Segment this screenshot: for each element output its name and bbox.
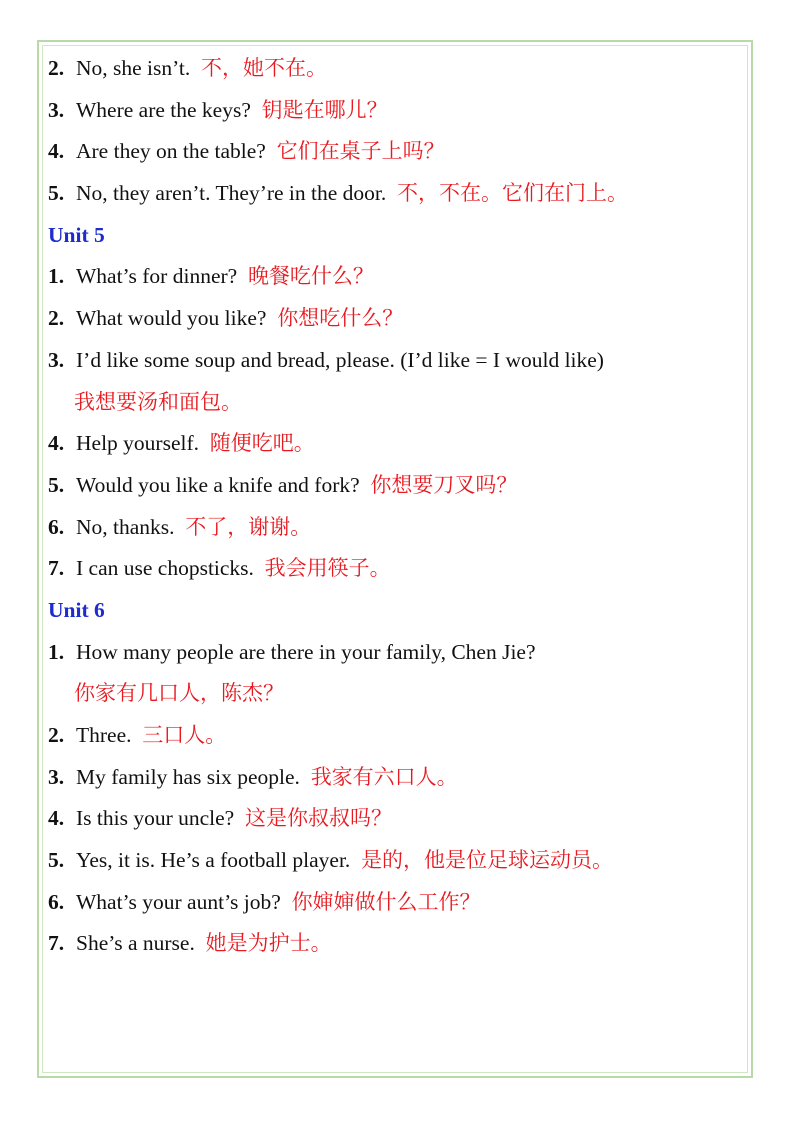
english-sentence: What would you like? (76, 306, 267, 331)
english-sentence: My family has six people. (76, 764, 300, 789)
list-item (48, 923, 738, 965)
english-sentence: She’s a nurse. (76, 931, 195, 956)
chinese-translation: 随便吃吧。 (209, 431, 315, 456)
english-sentence: Are they on the table? (76, 139, 266, 164)
list-item (48, 548, 738, 590)
english-sentence: No, thanks. (76, 514, 175, 539)
list-item (48, 757, 738, 799)
chinese-translation: 你想要刀叉吗？ (370, 472, 518, 497)
english-sentence: I can use chopsticks. (76, 556, 254, 581)
list-item (48, 882, 738, 924)
english-sentence: Where are the keys? (76, 97, 251, 122)
list-item (48, 507, 738, 549)
list-item (48, 632, 738, 674)
unit-heading: Unit 6 (48, 597, 105, 622)
list-item (48, 173, 738, 215)
item-number: 1. (48, 639, 65, 664)
english-sentence: No, they aren’t. They’re in the door. (76, 181, 387, 206)
list-item (48, 798, 738, 840)
item-number: 4. (48, 806, 65, 831)
item-number: 2. (48, 306, 65, 331)
list-item (48, 48, 738, 90)
chinese-translation: 你婶婶做什么工作？ (291, 889, 481, 914)
english-sentence: No, she isn’t. (76, 56, 191, 80)
chinese-translation: 不，她不在。 (201, 56, 328, 80)
item-number: 5. (48, 472, 65, 497)
list-item (48, 340, 738, 382)
list-item (48, 131, 738, 173)
english-sentence: Would you like a knife and fork? (76, 472, 360, 497)
english-sentence: What’s for dinner? (76, 264, 238, 289)
chinese-translation: 钥匙在哪儿？ (261, 97, 388, 122)
list-item (48, 715, 738, 757)
item-number: 5. (48, 848, 65, 873)
item-number: 3. (48, 347, 65, 372)
item-number: 2. (48, 723, 65, 747)
english-sentence: I’d like some soup and bread, please. (I’d like = I would like) (76, 347, 604, 372)
item-number: 5. (48, 181, 65, 206)
item-number: 4. (48, 139, 65, 164)
chinese-translation: 是的，他是位足球运动员。 (361, 848, 614, 873)
chinese-translation: 三口人。 (142, 723, 227, 747)
chinese-translation: 它们在桌子上吗？ (276, 139, 445, 164)
chinese-translation: 晚餐吃什么？ (247, 264, 374, 289)
chinese-translation: 你家有几口人，陈杰？ (74, 681, 284, 706)
unit-heading: Unit 5 (48, 222, 105, 247)
list-item (48, 298, 738, 340)
chinese-translation: 你想吃什么？ (277, 306, 404, 331)
chinese-translation: 我家有六口人。 (310, 764, 458, 789)
list-item (48, 840, 738, 882)
chinese-translation: 不了，谢谢。 (185, 514, 312, 539)
chinese-translation: 她是为护士。 (205, 931, 332, 956)
chinese-translation: 我会用筷子。 (264, 556, 391, 581)
item-number: 2. (48, 56, 65, 80)
list-item (48, 423, 738, 465)
list-item-translation (48, 382, 738, 424)
item-number: 6. (48, 889, 65, 914)
list-item (48, 465, 738, 507)
item-number: 7. (48, 556, 65, 581)
item-number: 4. (48, 431, 65, 456)
list-item-translation (48, 673, 738, 715)
english-sentence: What’s your aunt’s job? (76, 889, 281, 914)
item-number: 3. (48, 764, 65, 789)
list-item (48, 90, 738, 132)
chinese-translation: 这是你叔叔吗？ (244, 806, 392, 831)
item-number: 6. (48, 514, 65, 539)
english-sentence: Help yourself. (76, 431, 199, 456)
item-number: 1. (48, 264, 65, 289)
english-sentence: How many people are there in your family, Chen Jie? (76, 639, 536, 664)
chinese-translation: 不，不在。它们在门上。 (397, 181, 629, 206)
english-sentence: Is this your uncle? (76, 806, 235, 831)
english-sentence: Yes, it is. He’s a football player. (76, 848, 351, 873)
phrase-list (48, 48, 738, 965)
item-number: 7. (48, 931, 65, 956)
item-number: 3. (48, 97, 65, 122)
chinese-translation: 我想要汤和面包。 (74, 389, 242, 414)
english-sentence: Three. (76, 723, 132, 747)
list-item (48, 256, 738, 298)
